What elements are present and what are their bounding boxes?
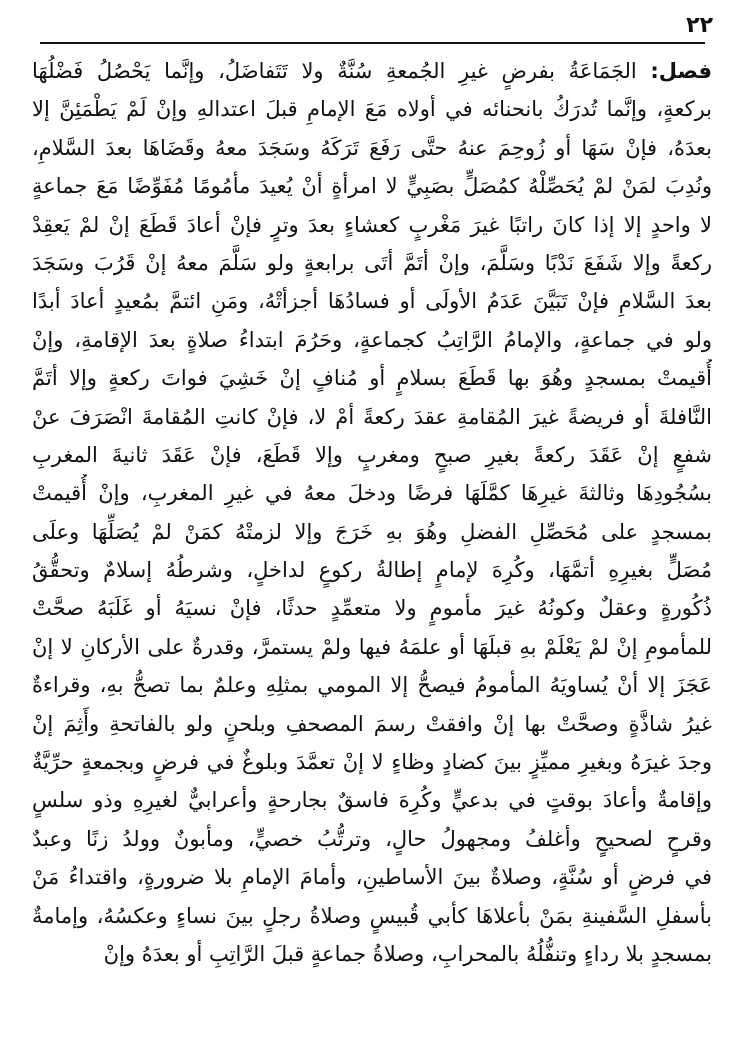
- text-line: بعدَهُ، فإنْ سَهَا أو زُوحِمَ عنهُ حتَّى رَفَعَ تَرَكَهُ وسَجَدَ معهُ وقَضَاهَا بعدَ السَّلامِ،: [32, 135, 712, 160]
- section-heading: فصل:: [650, 59, 712, 83]
- text-line: وقرحٍ لصحيحٍ وأغلفُ ومجهولُ حالٍ، وترتُّبُ خصيٍّ، ومأبونٌ وولدُ زنًا وعبدٌ: [32, 826, 712, 851]
- text-line: ونُدِبَ لمَنْ لمْ يُحَصِّلْهُ كمُصَلٍّ بصَبِيٍّ لا امرأةٍ أنْ يُعيدَ مأمُومًا مُفَوِّضًا مَعَ جماعةٍ: [32, 174, 712, 199]
- text-line: ولو في جماعةٍ، والإمامُ الرَّاتِبُ كجماعةٍ، وحَرُمَ ابتداءُ صلاةٍ بعدَ الإقامةِ، وإنْ: [32, 327, 712, 352]
- text-line: عَجَزَ إلا أنْ يُساويَهُ المأمومُ فيصحُّ إلا المومي بمثلِهِ وعلمٌ بما تصحُّ بهِ، وقراءةٌ: [32, 673, 712, 698]
- text-line: مُصَلٍّ بغيرِهِ أتمَّهَا، وكُرِهَ لإمامٍ إطالةُ ركوعٍ لداخلٍ، وشرطُهُ إسلامٌ وتحقُّقُ: [32, 558, 712, 583]
- text-line: بمسجدٍ على مُحَصِّلِ الفضلِ وهُوَ بهِ خَرَجَ وإلا لزمتْهُ كمَنْ لمْ يُصَلِّهَا وعلَى: [32, 519, 712, 544]
- text-line: وإقامةٌ وأعادَ بوقتٍ في بدعيٍّ وكُرِهَ فاسقٌ بجارحةٍ وأعرابيٌّ لغيرِهِ وذو سلسٍ: [32, 788, 712, 813]
- page-number: ٢٢: [686, 13, 713, 38]
- text-line: بعدَ السَّلامِ فإنْ تَبَيَّنَ عَدَمُ الأولَى أو فسادُهَا أجزأتْهُ، ومَنِ ائتمَّ بمُعيدٍ أعادَ أبدًا: [32, 289, 712, 314]
- text-line: أُقيمتْ بمسجدٍ وهُوَ بها قَطَعَ بسلامٍ أو مُنافٍ إنْ خَشِيَ فواتَ ركعةٍ وإلا أتَمَّ: [32, 366, 712, 391]
- text-line: لا واحدٍ إلا إذا كانَ راتبًا غيرَ مَغْربٍ كعشاءٍ بعدَ وترٍ فإنْ أعادَ قَطَعَ إنْ لمْ يَعقِدْ: [32, 212, 712, 237]
- text-line-content: الجَمَاعَةُ بفرضٍ غيرِ الجُمعةِ سُنَّةٌ ولا تَتَفاضَلُ، وإنَّما يَحْصُلُ فَضْلُهَا: [32, 59, 637, 83]
- text-line: ركعةً وإلا شَفَعَ نَدْبًا وسَلَّمَ، وإنْ أتَمَّ أتَى برابعةٍ ولو سَلَّمَ معهُ إنْ قَرُبَ وسَجَدَ: [32, 250, 712, 275]
- text-line: غيرُ شاذَّةٍ وصحَّتْ بها إنْ وافقتْ رسمَ المصحفِ وبلحنٍ ولو بالفاتحةِ وأَثِمَ إنْ: [32, 711, 712, 736]
- text-line: [32, 52, 712, 90]
- text-line: بسُجُودِهَا وثالثةَ غيرِهَا كمَّلَهَا فرضًا ودخلَ معهُ في غيرِ المغربِ، وإنْ أُقيمتْ: [32, 481, 712, 506]
- text-line: النَّافلةَ أو فريضةً غيرَ المُقامةِ عقدَ ركعةً أمْ لا، فإنْ كانتِ المُقامةَ انْصَرَفَ عنْ: [32, 404, 712, 429]
- body-text: [32, 52, 712, 973]
- text-line: بأسفلِ السَّفينةِ بمَنْ بأعلاهَا كأبي قُبيسٍ وصلاةُ رجلٍ بينَ نساءٍ وعكسُهُ، وإمامةٌ: [32, 903, 712, 928]
- text-line: بمسجدٍ بلا رداءٍ وتنفُّلُهُ بالمحرابِ، وصلاةُ جماعةٍ قبلَ الرَّاتِبِ أو بعدَهُ وإنْ: [103, 941, 712, 966]
- text-line: للمأمومِ إنْ لمْ يَعْلَمْ بهِ قبلَهَا أو علمَهُ فيها ولمْ يستمرَّ، وقدرةٌ على الأركانِ لا إنْ: [32, 634, 712, 659]
- text-line: في فرضٍ أو سُنَّةٍ، وصلاةٌ بينَ الأساطينِ، وأمامَ الإمامِ بلا ضرورةٍ، واقتداءُ مَنْ: [32, 865, 712, 890]
- text-line: ذُكُورةٍ وعقلٌ وكونُهُ غيرَ مأمومٍ ولا متعمِّدٍ حدثًا، فإنْ نسيَهُ أو غَلَبَهُ صحَّتْ: [32, 596, 712, 621]
- header-rule: [40, 42, 705, 44]
- text-line: بركعةٍ، وإنَّما تُدرَكُ بانحنائه في أولاه مَعَ الإمامِ قبلَ اعتدالهِ وإنْ لَمْ يَطْمَئِنَّ إلا: [32, 97, 712, 122]
- text-line: وجدَ غيرَهُ وبغيرِ مميِّزٍ بينَ كضادٍ وظاءٍ لا إنْ تعمَّدَ وبلوغٌ في فرضٍ وبجمعةٍ حرِّيَّةٌ: [32, 750, 712, 775]
- text-line: شفعٍ إنْ عَقَدَ ركعةً بغيرِ صبحٍ ومغربٍ وإلا قَطَعَ، فإنْ عَقَدَ ثانيةَ المغربِ: [32, 442, 712, 467]
